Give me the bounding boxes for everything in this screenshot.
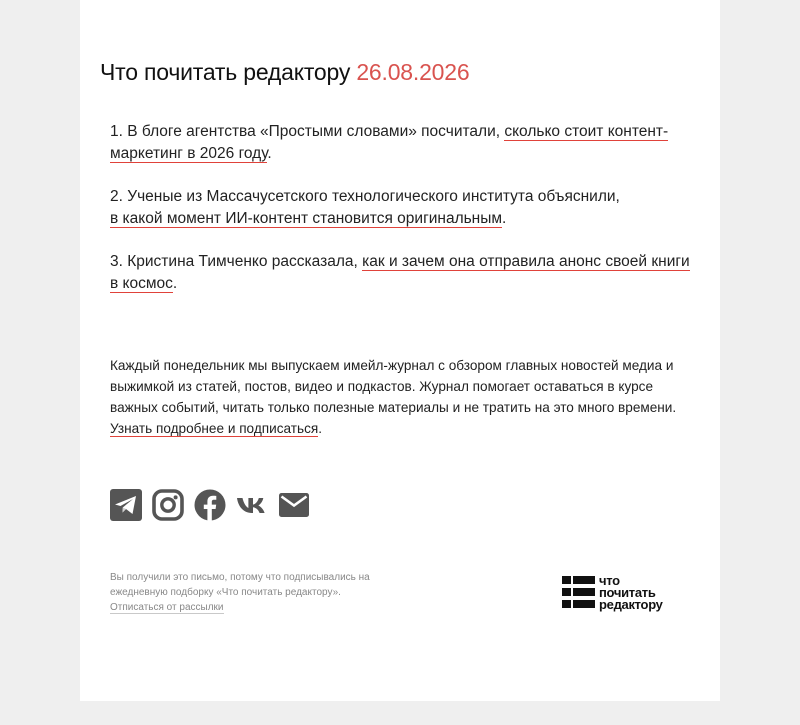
newsletter-description — [110, 355, 695, 439]
telegram-icon[interactable] — [110, 489, 142, 521]
item-link[interactable]: в какой момент ИИ-контент становится оригинальным — [110, 210, 503, 227]
list-item — [110, 121, 700, 165]
list-item — [110, 251, 700, 295]
item-number: 2. — [110, 188, 123, 205]
logo-line: редактору — [599, 597, 663, 612]
brand-logo — [562, 575, 663, 611]
email-card — [80, 0, 720, 701]
vk-icon[interactable] — [236, 489, 268, 521]
item-text: Кристина Тимченко рассказала, — [127, 253, 358, 270]
item-text: Ученые из Массачусетского технологического института объяснили, — [127, 188, 620, 205]
logo-mark-icon — [562, 575, 595, 609]
subscribe-link[interactable]: Узнать подробнее и подписаться — [110, 421, 319, 436]
list-item — [110, 186, 700, 230]
news-list — [110, 121, 700, 316]
title-date: 26.08.2026 — [356, 59, 470, 85]
intro-text: Каждый понедельник мы выпускаем имейл-журнал с обзором главных новостей медиа и выжимкой из статей, постов, видео и подкастов. Журнал помогает оставаться в курсе важных событий, читать только полезные материалы и не тратить на это много времени. — [110, 358, 677, 415]
logo-wordmark — [599, 575, 663, 611]
item-number: 1. — [110, 123, 123, 140]
footer-note — [110, 570, 410, 615]
facebook-icon[interactable] — [194, 489, 226, 521]
email-icon[interactable] — [278, 489, 310, 521]
unsubscribe-link[interactable]: Отписаться от рассылки — [110, 602, 224, 613]
item-link[interactable]: сколько стоит контент-маркетинг в 2026 году — [110, 123, 669, 162]
logo-line: почитать — [599, 585, 656, 600]
item-punct: . — [502, 210, 507, 227]
title-text: Что почитать редактору — [100, 59, 351, 85]
page-title — [100, 59, 469, 86]
instagram-icon[interactable] — [152, 489, 184, 521]
item-number: 3. — [110, 253, 123, 270]
item-text: В блоге агентства «Простыми словами» посчитали, — [127, 123, 501, 140]
footer-text: Вы получили это письмо, потому что подписывались на ежедневную подборку «Что почитать редактору». — [110, 572, 370, 598]
item-punct: . — [172, 275, 178, 292]
social-links — [110, 489, 310, 521]
item-link[interactable]: как и зачем она отправила анонс своей книги в космос — [110, 253, 690, 292]
intro-punct: . — [318, 421, 323, 436]
logo-line: что — [599, 573, 620, 588]
item-punct: . — [267, 145, 272, 162]
